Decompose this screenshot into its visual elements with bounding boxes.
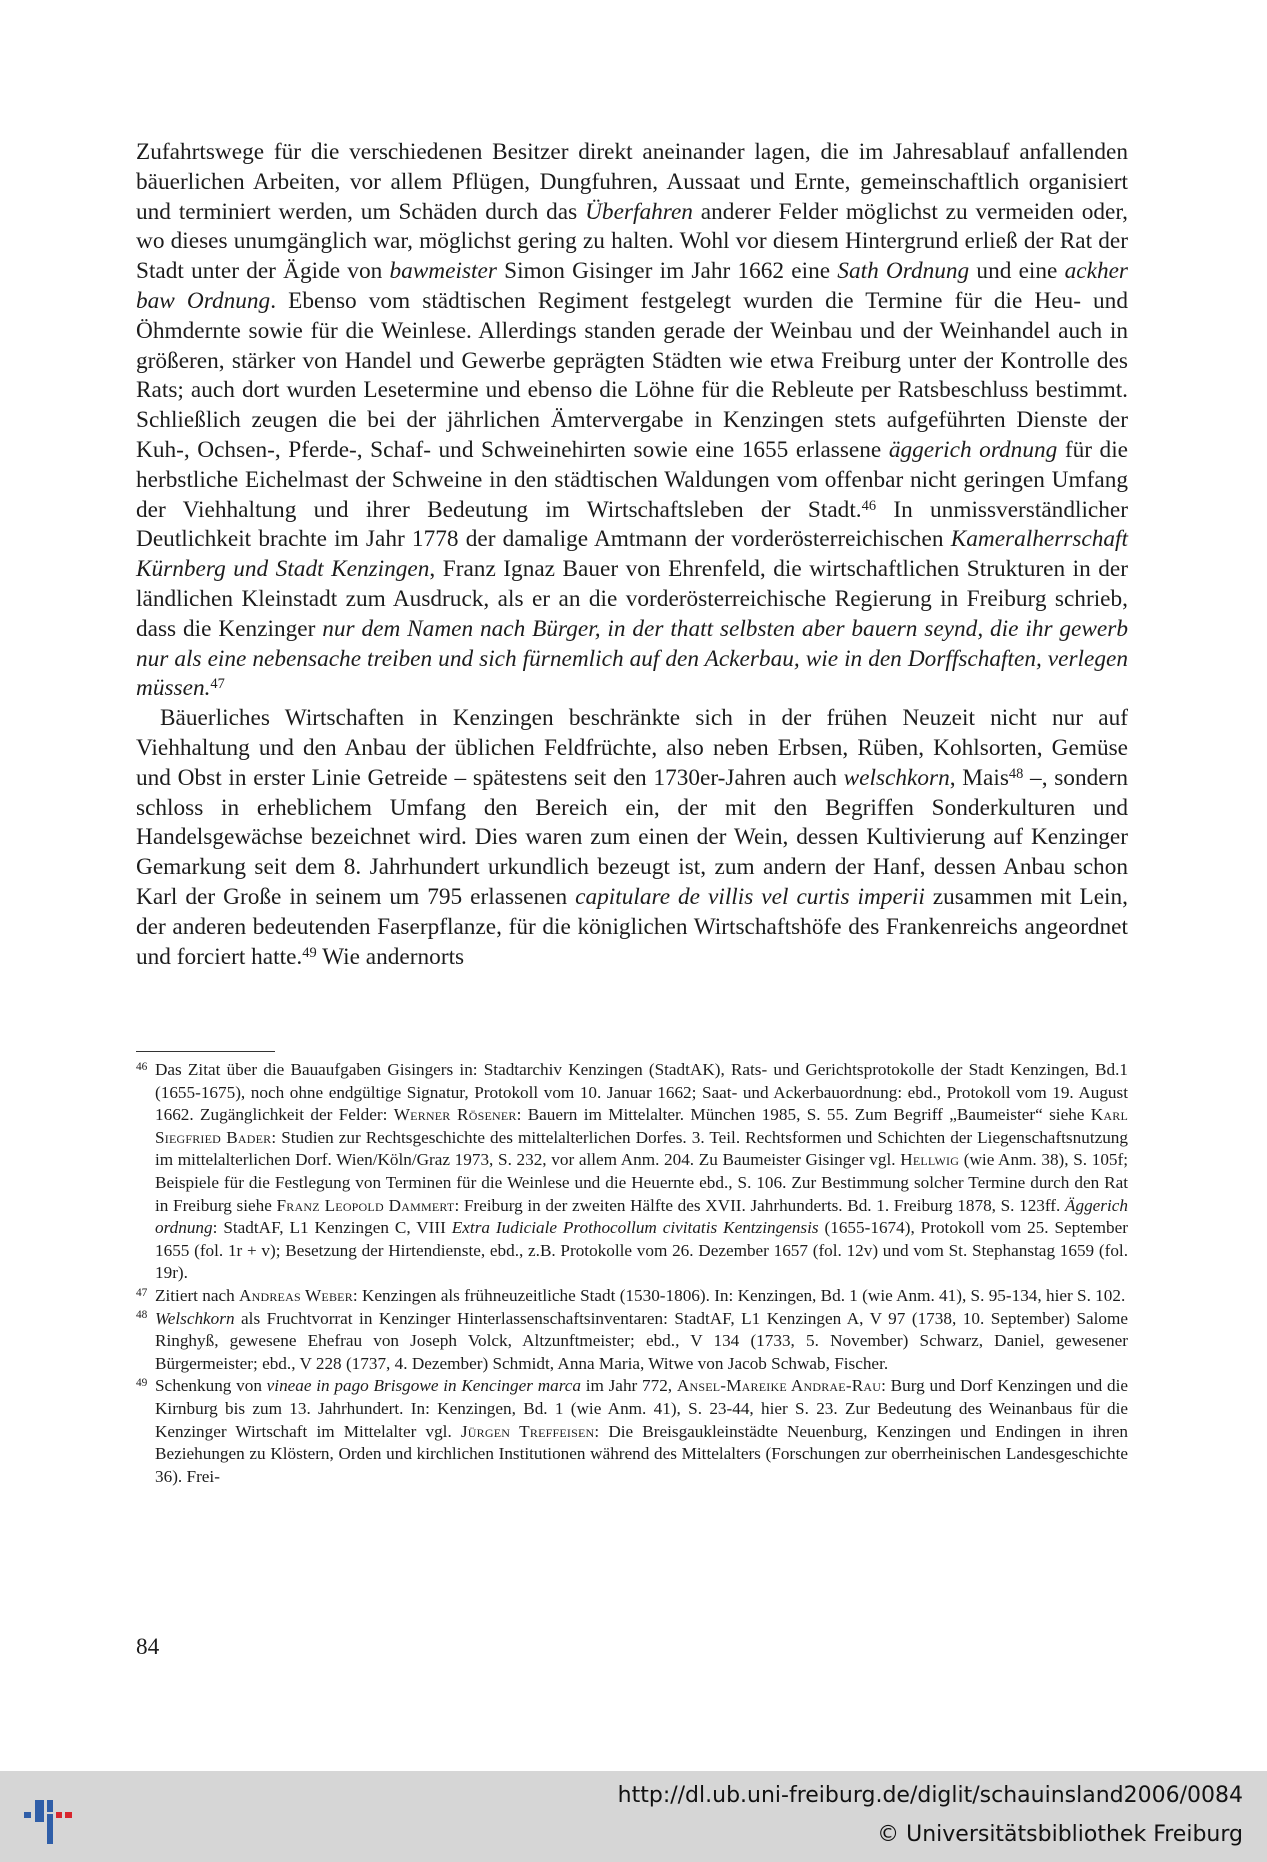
- author-name: Andreas Weber: [239, 1285, 353, 1305]
- footnote-47: 47 Zitiert nach Andreas Weber: Kenzingen als frühneuzeitliche Stadt (1530-1806). In: Kenzingen, Bd. 1 (wie Anm. 41), S. 95-134, hier S. 102.: [136, 1285, 1126, 1305]
- italic-term: welschkorn: [843, 764, 950, 791]
- author-name: Ansel-Mareike Andrae-Rau: [676, 1376, 882, 1396]
- text-run: im Jahr 772,: [580, 1376, 677, 1396]
- footnote-48: 48 Welschkorn als Fruchtvorrat in Kenzinger Hinterlassenschaftsinventaren: StadtAF, L1 Kenzingen A, V 97 (1738, 10. September) Salome Ringhyß, gewesene Ehefrau von Joseph Volck, Altzunftmeister; ebd., V 134 (1733, 5. November) Schwarz, Daniel, gewesener Bürgermeister; ebd., V 228 (1737, 4. Dezember) Schmidt, Anna Maria, Witwe von Jacob Schwab, Fischer.: [136, 1308, 1128, 1373]
- italic-term: Welschkorn: [155, 1308, 235, 1328]
- text-run: anderer Felder möglichst zu vermeiden oder, wo dieses unumgänglich war, möglichst gering zu halten. Wohl vor diesem Hintergrund erließ der Rat der Stadt unter der Ägide von: [136, 198, 1129, 285]
- author-name: Franz Leopold Dammert: [276, 1195, 455, 1215]
- text-run: Bäuerliches Wirtschaften in Kenzingen beschränkte sich in der frühen Neuzeit nicht nur auf Viehhaltung und den Anbau der üblichen Feldfrüchte, also neben Erbsen, Rüben, Kohlsorten, Gemüse und Obst in erster Linie Getreide – spätestens seit den 1730er-Jahren auch: [136, 705, 1128, 791]
- text-run: (wie Anm. 38), S. 105f; Beispiele für die Festlegung von Terminen für die Weinlese und die Heuernte ebd., S. 106. Zur Bestimmung solcher Termine durch den Rat in Freiburg siehe: [155, 1150, 1129, 1215]
- text-run: Zitiert nach: [155, 1285, 239, 1305]
- footnote-ref: 48: [1008, 765, 1024, 782]
- footnote-ref: 47: [210, 676, 225, 693]
- italic-term: Überfahren: [585, 198, 693, 225]
- text-run: : Bauern im Mittelalter. München 1985, S. 55. Zum Begriff „Baumeister“ siehe: [516, 1105, 1091, 1125]
- text-run: : Freiburg in der zweiten Hälfte des XVII. Jahrhunderts. Bd. 1. Freiburg 1878, S. 123ff.: [454, 1195, 1065, 1215]
- document-url-link[interactable]: http://dl.ub.uni-freiburg.de/diglit/schauinsland2006/0084: [617, 1783, 1243, 1808]
- footnotes: [136, 1059, 1128, 1488]
- footnote-49: 49 Schenkung von vineae in pago Brisgowe in Kencinger marca im Jahr 772, Ansel-Mareike Andrae-Rau: Burg und Dorf Kenzingen und die Kirnburg bis zum 13. Jahrhundert. In: Kenzingen, Bd. 1 (wie Anm. 41), S. 23-44, hier S. 23. Zur Bedeutung des Weinanbaus für die Kenzinger Wirtschaft im Mittelalter vgl. Jürgen Treffeisen: Die Breisgaukleinstädte Neuenburg, Kenzingen und Endingen in ihren Beziehungen zu Klöstern, Orden und kirchlichen Institutionen während des Mittelalters (Forschungen zur oberrheinischen Landesgeschichte 36). Frei-: [136, 1376, 1129, 1486]
- text-run: Zufahrtswege für die verschiedenen Besitzer direkt aneinander lagen, die im Jahresablauf anfallenden bäuerlichen Arbeiten, vor allem Pflügen, Dungfuhren, Aussaat und Ernte, gemeinschaftlich organisiert und terminiert werden, um Schäden durch das: [136, 139, 1128, 225]
- text-run: : Studien zur Rechtsgeschichte des mittelalterlichen Dorfes. 3. Teil. Rechtsformen und Schichten der Liegenschaftsnutzung im mittelalterlichen Dorf. Wien/Köln/Graz 1973, S. 232, vor allem Anm. 204. Zu Baumeister Gisinger vgl.: [155, 1127, 1128, 1170]
- italic-term: Kameralherrschaft Kürnberg und Stadt Kenzingen: [136, 526, 1128, 583]
- text-run: . Ebenso vom städtischen Regiment festgelegt wurden die Termine für die Heu- und Öhmdernte sowie für die Weinlese. Allerdings standen gerade der Weinbau und der Weinhandel auch in größeren, stärker von Handel und Gewerbe geprägten Städten wie etwa Freiburg unter der Kontrolle des Rats; auch dort wurden Lesetermine und ebenso die Löhne für die Rebleute per Ratsbeschluss bestimmt. Schließlich zeugen die bei der jährlichen Ämtervergabe in Kenzingen stets aufgeführten Dienste der Kuh-, Ochsen-, Pferde-, Schaf- und Schweinehirten sowie eine 1655 erlassene: [136, 287, 1128, 463]
- italic-term: vineae in pago Brisgowe in Kencinger marca: [266, 1376, 581, 1396]
- author-name: Karl Siegfried Bader: [155, 1105, 1128, 1147]
- footnote-ref: 49: [302, 944, 317, 961]
- main-text: [136, 138, 1128, 972]
- author-name: Hellwig: [900, 1150, 960, 1170]
- author-name: Werner Rösener: [393, 1105, 517, 1125]
- italic-term: capitulare de villis vel curtis imperii: [575, 883, 925, 910]
- text-run: zusammen mit Lein, der anderen bedeutenden Faserpflanze, für die königlichen Wirtschaftshöfe des Frankenreichs angeordnet und forciert hatte.: [136, 883, 1128, 970]
- text-run: : Die Breisgaukleinstädte Neuenburg, Kenzingen und Endingen in ihren Beziehungen zu Klöstern, Orden und kirchlichen Institutionen während des Mittelalters (Forschungen zur oberrheinischen Landesgeschichte 36). Frei-: [155, 1421, 1129, 1486]
- text-run: –, sondern schloss in erheblichem Umfang den Bereich ein, der mit den Begriffen Sonderkulturen und Handelsgewächse bezeichnet wird. Dies waren zum einen der Wein, dessen Kultivierung auf Kenzinger Gemarkung seit dem 8. Jahrhundert urkundlich bezeugt ist, zum andern der Hanf, dessen Anbau schon Karl der Große in seinem um 795 erlassenen: [136, 764, 1128, 910]
- italic-quote: nur dem Namen nach Bürger, in der thatt selbsten aber bauern seynd, die ihr gewerb nur als eine nebensache treiben und sich fürnemlich auf den Ackerbau, wie in den Dorffschaften, verlegen müssen.: [136, 615, 1128, 702]
- footnote-46: 46 Das Zitat über die Bauaufgaben Gisingers in: Stadtarchiv Kenzingen (StadtAK), Rats- und Gerichtsprotokolle der Stadt Kenzingen, Bd.1 (1655-1675), noch ohne endgültige Signatur, Protokoll vom 10. Januar 1662; Saat- und Ackerbauordnung: ebd., Protokoll vom 19. August 1662. Zugänglichkeit der Felder: Werner Rösener: Bauern im Mittelalter. München 1985, S. 55. Zum Begriff „Baumeister“ siehe Karl Siegfried Bader: Studien zur Rechtsgeschichte des mittelalterlichen Dorfes. 3. Teil. Rechtsformen und Schichten der Liegenschaftsnutzung im mittelalterlichen Dorf. Wien/Köln/Graz 1973, S. 232, vor allem Anm. 204. Zu Baumeister Gisinger vgl. Hellwig (wie Anm. 38), S. 105f; Beispiele für die Festlegung von Terminen für die Weinlese und die Heuernte ebd., S. 106. Zur Bestimmung solcher Termine durch den Rat in Freiburg siehe Franz Leopold Dammert: Freiburg in der zweiten Hälfte des XVII. Jahrhunderts. Bd. 1. Freiburg 1878, S. 123ff. Äggerich ordnung: StadtAF, L1 Kenzingen C, VIII Extra Iudiciale Prothocollum civitatis Kentzingensis (1655-1674), Protokoll vom 25. September 1655 (fol. 1r + v); Besetzung der Hirtendienste, ebd., z.B. Protokolle vom 26. Dezember 1657 (fol. 12v) und vom St. Stephanstag 1659 (fol. 19r).: [136, 1060, 1129, 1283]
- paragraph-2: [136, 704, 1128, 972]
- text-run: : Kenzingen als frühneuzeitliche Stadt (1530-1806). In: Kenzingen, Bd. 1 (wie Anm. 41), S. 95-134, hier S. 102.: [352, 1285, 1126, 1305]
- text-run: Schenkung von: [155, 1376, 267, 1396]
- copyright-text: © Universitätsbibliothek Freiburg: [877, 1822, 1243, 1847]
- text-run: Wie andernorts: [316, 943, 465, 970]
- text-run: , Franz Ignaz Bauer von Ehrenfeld, die wirtschaftlichen Strukturen in der ländlichen Kleinstadt zum Ausdruck, als er an die vorderösterreichische Regierung in Freiburg schrieb, dass die Kenzinger: [136, 556, 1128, 642]
- text-run: Das Zitat über die Bauaufgaben Gisingers in: Stadtarchiv Kenzingen (StadtAK), Rats- und Gerichtsprotokolle der Stadt Kenzingen, Bd.1 (1655-1675), noch ohne endgültige Signatur, Protokoll vom 10. Januar 1662; Saat- und Ackerbauordnung: ebd., Protokoll vom 19. August 1662. Zugänglichkeit der Felder:: [155, 1060, 1128, 1125]
- text-run: für die herbstliche Eichelmast der Schweine in den städtischen Waldungen vom offenbar nicht geringen Umfang der Viehhaltung und ihrer Bedeutung im Wirtschaftsleben der Stadt.: [136, 436, 1129, 523]
- author-name: Jürgen Treffeisen: [460, 1421, 595, 1441]
- paragraph-1: [136, 138, 1128, 704]
- text-run: In unmissverständlicher Deutlichkeit brachte im Jahr 1778 der damalige Amtmann der vorderösterreichischen: [136, 496, 1128, 553]
- footnote-divider: [136, 1051, 275, 1052]
- footnote-ref: 46: [861, 497, 877, 514]
- text-run: : StadtAF, L1 Kenzingen C, VIII: [212, 1218, 452, 1238]
- text-run: : Burg und Dorf Kenzingen und die Kirnburg bis zum 13. Jahrhundert. In: Kenzingen, Bd. 1 (wie Anm. 41), S. 23-44, hier S. 23. Zur Bedeutung des Weinanbaus für die Kenzinger Wirtschaft im Mittelalter vgl.: [155, 1376, 1128, 1441]
- italic-term: Extra Iudiciale Prothocollum civitatis Kentzingensis: [451, 1218, 819, 1238]
- italic-term: Sath Ordnung: [837, 258, 970, 285]
- text-run: , Mais: [949, 764, 1009, 791]
- ub-freiburg-logo-icon: [20, 1786, 80, 1846]
- text-run: als Fruchtvorrat in Kenzinger Hinterlassenschaftsinventaren: StadtAF, L1 Kenzingen A, V 97 (1738, 10. September) Salome Ringhyß, gewesene Ehefrau von Joseph Volck, Altzunftmeister; ebd., V 134 (1733, 5. November) Schwarz, Daniel, gewesener Bürgermeister; ebd., V 228 (1737, 4. Dezember) Schmidt, Anna Maria, Witwe von Jacob Schwab, Fischer.: [155, 1308, 1128, 1373]
- text-run: und eine: [969, 258, 1065, 285]
- italic-term: bawmeister: [389, 258, 497, 285]
- text-run: (1655-1674), Protokoll vom 25. September 1655 (fol. 1r + v); Besetzung der Hirtendienste, ebd., z.B. Protokolle vom 26. Dezember 1657 (fol. 12v) und vom St. Stephanstag 1659 (fol. 19r).: [155, 1218, 1128, 1283]
- text-run: Simon Gisinger im Jahr 1662 eine: [496, 258, 838, 285]
- italic-term: äggerich ordnung: [888, 436, 1058, 463]
- page-number: 84: [136, 1634, 160, 1660]
- italic-term: Äggerich ordnung: [155, 1195, 1128, 1238]
- italic-term: ackher baw Ordnung: [136, 258, 1128, 314]
